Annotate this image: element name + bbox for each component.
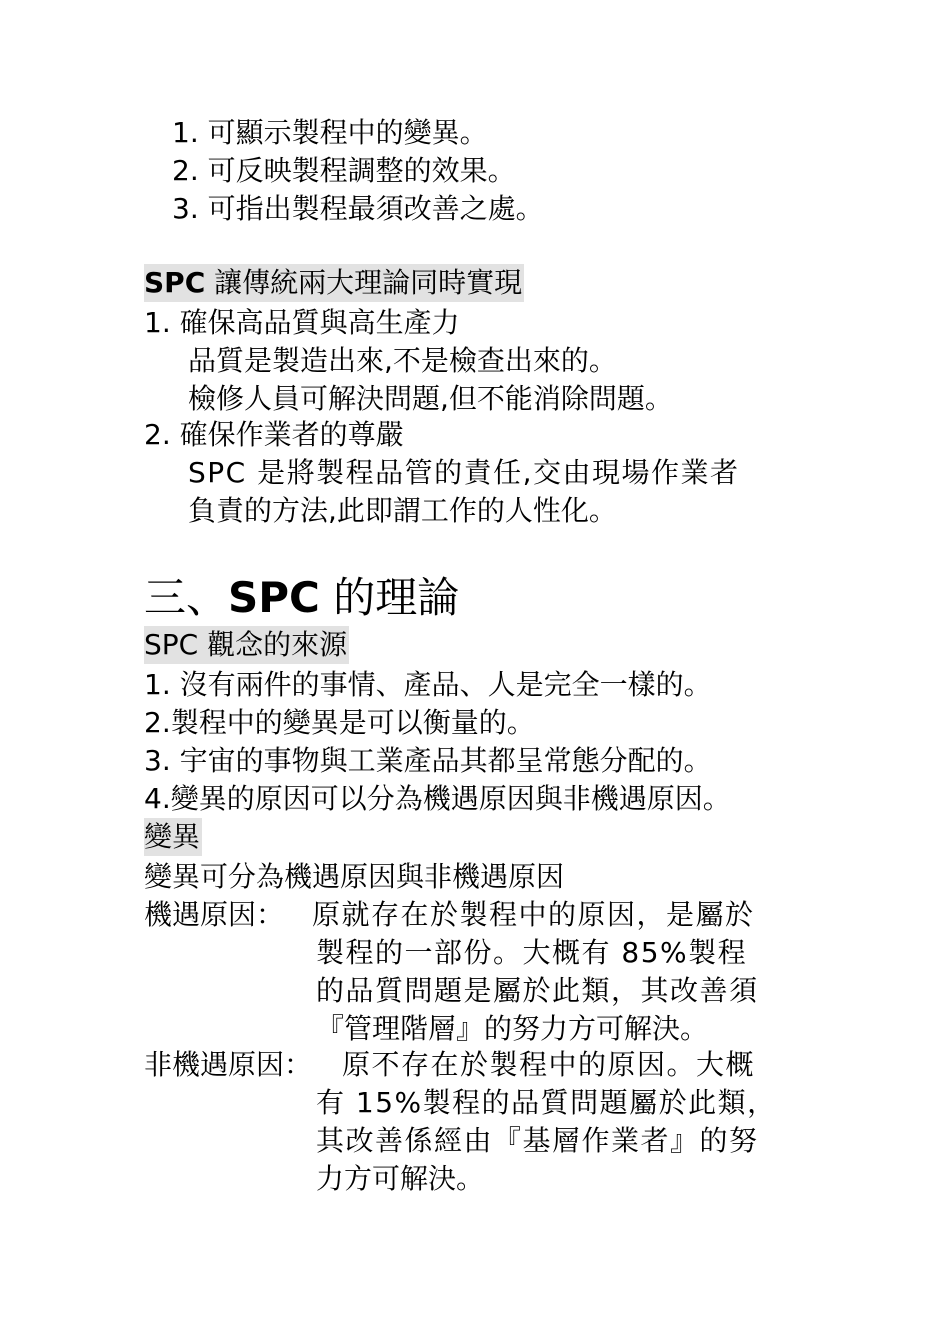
list-item: 3. 可指出製程最須改善之處。	[172, 192, 544, 225]
page-title	[144, 572, 459, 624]
title-prefix: 三、	[144, 573, 229, 622]
definition-line: 力方可解決。	[316, 1162, 485, 1195]
definition-label: 機遇原因：	[144, 898, 285, 931]
list-item-detail: 品質是製造出來,不是檢查出來的。	[188, 344, 617, 377]
list-item: 2. 可反映製程調整的效果。	[172, 154, 516, 187]
definition-line: 其改善係經由『基層作業者』的努	[316, 1124, 759, 1157]
heading-text: 讓傳統兩大理論同時實現	[205, 266, 523, 299]
list-item-detail: SPC 是將製程品管的責任,交由現場作業者	[188, 456, 740, 489]
list-item: 1. 可顯示製程中的變異。	[172, 116, 488, 149]
definition-line: 原不存在於製程中的原因。大概	[342, 1048, 756, 1081]
subheading: 變異	[144, 818, 202, 856]
title-keyword: SPC	[228, 573, 320, 622]
list-item-title: 1. 確保高品質與高生產力	[144, 306, 460, 339]
definition-line: 的品質問題是屬於此類，其改善須	[316, 974, 759, 1007]
paragraph: 變異可分為機遇原因與非機遇原因	[144, 860, 565, 893]
list-item-title: 2. 確保作業者的尊嚴	[144, 418, 404, 451]
definition-line: 製程的一部份。大概有 85%製程	[316, 936, 748, 969]
heading-keyword: SPC	[144, 266, 206, 299]
list-item: 1. 沒有兩件的事情、產品、人是完全一樣的。	[144, 668, 712, 701]
list-item: 4.變異的原因可以分為機遇原因與非機遇原因。	[144, 782, 731, 815]
definition-line: 原就存在於製程中的原因，是屬於	[312, 898, 755, 931]
title-suffix: 的理論	[319, 573, 460, 622]
definition-label: 非機遇原因：	[144, 1048, 313, 1081]
list-item-detail: 檢修人員可解決問題,但不能消除問題。	[188, 382, 673, 415]
definition-line: 『管理階層』的努力方可解決。	[316, 1012, 709, 1045]
definition-line: 有 15%製程的品質問題屬於此類，	[316, 1086, 777, 1119]
section-heading	[144, 264, 524, 302]
subheading: SPC 觀念的來源	[144, 626, 349, 664]
list-item-detail: 負責的方法,此即謂工作的人性化。	[188, 494, 617, 527]
list-item: 2.製程中的變異是可以衡量的。	[144, 706, 535, 739]
list-item: 3. 宇宙的事物與工業產品其都呈常態分配的。	[144, 744, 712, 777]
